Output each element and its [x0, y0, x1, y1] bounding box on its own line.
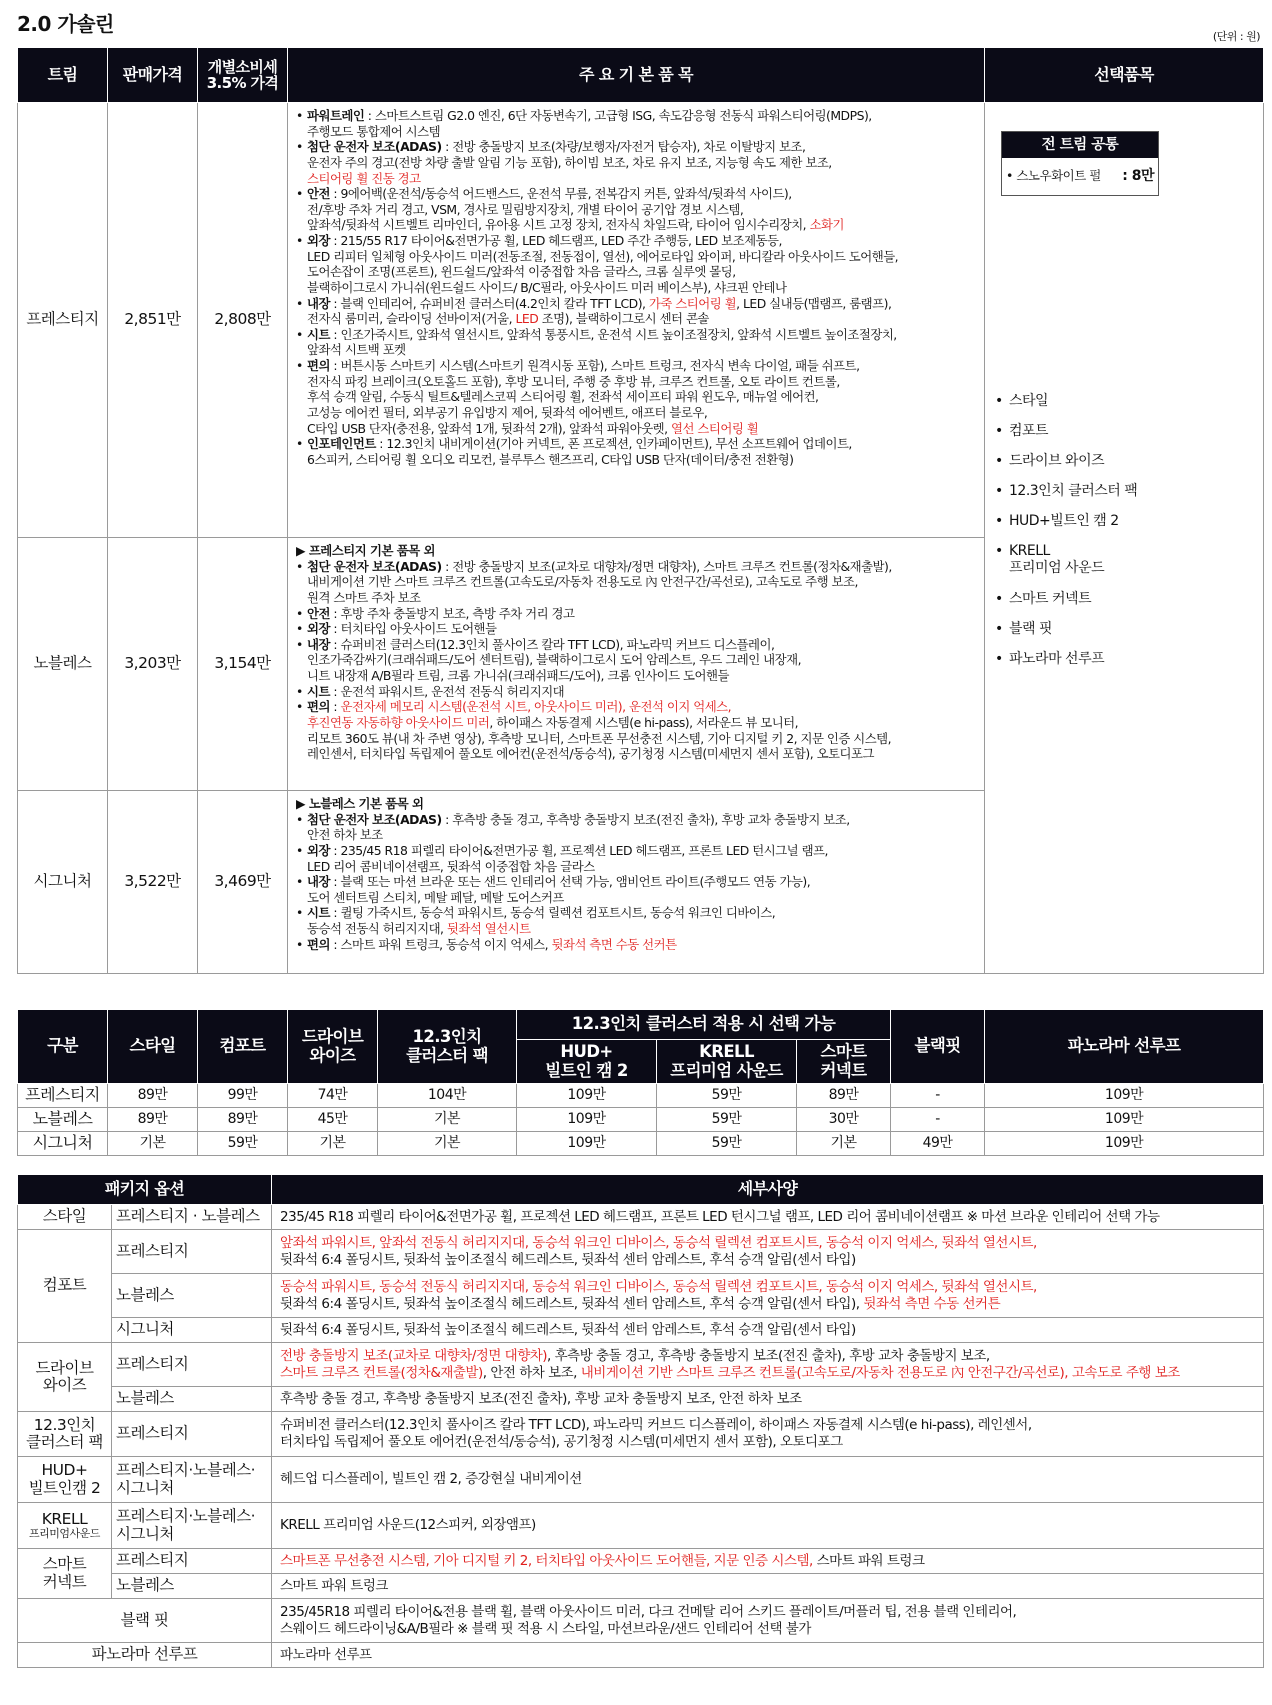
feature-text: LED 리어 콤비네이션램프, 뒷좌석 이중접합 차음 글라스: [307, 858, 595, 874]
header-tax-price-line1: 개별소비세: [207, 57, 278, 76]
pkg-black-fit-name: 블랙 핏: [18, 1599, 272, 1643]
feature-item-body: [307, 621, 496, 637]
feature-item-body: [307, 139, 832, 186]
price-cell: 109만: [985, 1108, 1264, 1132]
price-cell: 89만: [198, 1108, 288, 1132]
feature-item: [296, 233, 976, 296]
feature-text: 후석 승객 알림, 수동식 틸트&텔레스코픽 스티어링 휠, 전좌석 세이프티 파워 윈도우, 매뉴얼 에어컨,: [307, 389, 819, 405]
pkg-comfort-noblesse-red2: 뒷좌석 측면 수동 선커튼: [863, 1295, 1001, 1312]
price-cell: -: [891, 1084, 985, 1108]
feature-item: [296, 436, 976, 467]
pkg-krell-name-main: KRELL: [41, 1509, 88, 1528]
bullet-icon: •: [296, 186, 303, 202]
package-option-table: [17, 1174, 1264, 1668]
features-noblesse: [288, 538, 985, 791]
pkg-sunroof-detail: 파노라마 선루프: [272, 1643, 1264, 1668]
price-cell: 30만: [797, 1108, 891, 1132]
price-cell: 109만: [517, 1108, 657, 1132]
pkg-comfort-signature-trim: 시그니처: [112, 1318, 272, 1343]
feature-item: [296, 621, 976, 637]
tax-price-signature: 3,469만: [198, 791, 288, 974]
price-cell: -: [891, 1108, 985, 1132]
feature-text: 원격 스마트 주차 보조: [307, 589, 421, 605]
option-name: 드라이브 와이즈: [1009, 453, 1105, 470]
pkg-sc-red: 스마트폰 무선충전 시스템, 기아 디지털 키 2, 터치타입 아웃사이드 도어핸들, 지문 인증 시스템,: [280, 1552, 813, 1569]
feature-text: : 인조가죽시트, 앞좌석 열선시트, 앞좌석 통풍시트, 운전석 시트 높이조절장치, 앞좌석 시트벨트 높이조절장치,: [329, 326, 897, 342]
feature-text: 도어손잡이 조명(프론트), 윈드쉴드/앞좌석 이중접합 차음 글라스, 크롬 실루엣 몰딩,: [307, 264, 736, 280]
feature-category-label: 편의: [307, 936, 330, 952]
feature-text: : 215/55 R17 타이어&전면가공 휠, LED 헤드램프, LED 주간 주행등, LED 보조제동등,: [329, 233, 782, 248]
feature-category-label: 인포테인먼트: [307, 436, 376, 452]
option-list-item: [995, 591, 1137, 608]
feature-text: 인조가죽감싸기(크래쉬패드/도어 센터트림), 블랙하이그로시 도어 암레스트, 우드 그레인 내장재,: [307, 652, 802, 668]
option-name: 스타일: [1009, 393, 1049, 409]
feature-text: : 후방 주차 충돌방지 보조, 측방 주차 거리 경고: [329, 605, 575, 621]
feature-category-label: 파워트레인: [307, 108, 365, 123]
feature-text: : 블랙 또는 마션 브라운 또는 샌드 인테리어 선택 가능, 앰비언트 라이트(주행모드 연동 가능),: [329, 874, 811, 890]
feature-text: 운전자 주의 경고(전방 차량 출발 알림 기능 포함), 하이빔 보조, 차로 유지 보조, 지능형 속도 제한 보조,: [307, 154, 832, 170]
pt-header-black-fit: 블랙핏: [891, 1010, 985, 1084]
feature-item-body: [307, 812, 850, 843]
feature-text: : 12.3인치 내비게이션(기아 커넥트, 폰 프로젝션, 인카페이먼트), 무선 소프트웨어 업데이트,: [375, 436, 852, 452]
feature-text: : 9에어백(운전석/동승석 어드밴스드, 운전석 무릎, 전복감지 커튼, 앞좌석/뒷좌석 사이드),: [329, 186, 792, 202]
feature-item: [296, 699, 976, 762]
pkg-style-detail: 235/45 R18 피렐리 타이어&전면가공 휠, 프로젝션 LED 헤드램프, 프론트 LED 턴시그널 램프, LED 리어 콤비네이션램프 ※ 마션 브라운 인테리어 선택 가능: [272, 1205, 1264, 1230]
features-signature: [288, 791, 985, 974]
feature-category-label: 안전: [307, 605, 330, 621]
pkg-krell-trim: 프레스티지·노블레스· 시그니처: [112, 1503, 272, 1549]
pkg-comfort-prestige-detail: [272, 1230, 1264, 1274]
feature-item-body: [307, 186, 844, 233]
feature-text: 레인센서, 터치타입 독립제어 풀오토 에어컨(운전석/동승석), 공기청정 시스템(미세먼지 센서 포함), 오토디포그: [307, 746, 874, 762]
feature-text: 6스피커, 스티어링 휠 오디오 리모컨, 블루투스 핸즈프리, C타입 USB 단자(데이터/충전 전환형): [307, 451, 794, 467]
feature-category-label: 첨단 운전자 보조(ADAS): [307, 811, 442, 827]
bullet-icon: •: [296, 683, 303, 699]
feature-text: 리모트 360도 뷰(내 차 주변 영상), 후측방 모니터, 스마트폰 무선충전 시스템, 기아 디지털 키 2, 지문 인증 시스템,: [307, 730, 892, 746]
feature-item: [296, 186, 976, 233]
feature-text: 주행모드 통합제어 시스템: [307, 123, 441, 139]
option-list-item: [995, 483, 1137, 500]
bullet-icon: •: [296, 905, 303, 921]
bullet-icon: •: [296, 233, 303, 248]
pkg-comfort-noblesse-trim: 노블레스: [112, 1274, 272, 1318]
feature-text: 전/후방 주차 거리 경고, VSM, 경사로 밀림방지장치, 개별 타이어 공기압 경보 시스템,: [307, 201, 744, 217]
feature-text: 도어 센터트림 스티치, 메탈 페달, 메탈 도어스커프: [307, 889, 564, 905]
feature-item: [296, 812, 976, 843]
highlight-text: 스티어링 휠 진동 경고: [307, 170, 421, 186]
pkg-smart-connect-noblesse-detail: 스마트 파워 트렁크: [272, 1574, 1264, 1599]
price-cell: 45만: [288, 1108, 378, 1132]
feature-category-label: 시트: [307, 326, 330, 342]
pkg-comfort-noblesse-rest: 뒷좌석 6:4 폴딩시트, 뒷좌석 높이조절식 헤드레스트, 뒷좌석 센터 암레스트, 후석 승객 알림(센서 타입),: [280, 1295, 864, 1312]
option-list-item: [995, 543, 1137, 577]
bullet-icon: •: [296, 558, 303, 574]
pkg-drive-wise-prestige-detail: [272, 1343, 1264, 1387]
pkg-dw-mid2: , 안전 하차 보조,: [482, 1364, 581, 1381]
price-cell: 109만: [985, 1132, 1264, 1156]
price-cell: 89만: [108, 1108, 198, 1132]
price-row-trim: 프레스티지: [18, 1084, 108, 1108]
feature-text: 조명), 블랙하이그로시 센터 콘솔: [538, 311, 709, 327]
feature-category-label: 내장: [307, 874, 330, 890]
pkg-hud-trim: 프레스티지·노블레스· 시그니처: [112, 1457, 272, 1503]
bullet-icon: •: [995, 423, 1003, 440]
pt-header-comfort: 컴포트: [198, 1010, 288, 1084]
option-list-item: [995, 621, 1137, 638]
feature-text: : 터치타입 아웃사이드 도어핸들: [329, 621, 497, 637]
price-row: [18, 1108, 1264, 1132]
feature-text: C타입 USB 단자(충전용, 앞좌석 1개, 뒷좌석 2개), 앞좌석 파워아웃렛,: [307, 420, 672, 436]
price-row-trim: 시그니처: [18, 1132, 108, 1156]
feature-item-body: [307, 684, 564, 700]
feature-category-label: 외장: [307, 233, 330, 248]
pkg-comfort-prestige-red: 앞좌석 파워시트, 앞좌석 전동식 허리지지대, 동승석 워크인 디바이스, 동승석 릴렉션 컴포트시트, 동승석 이지 억세스, 뒷좌석 열선시트,: [280, 1234, 1037, 1251]
pkg-comfort-noblesse-detail: [272, 1274, 1264, 1318]
tax-price-noblesse: 3,154만: [198, 538, 288, 791]
bullet-icon: •: [995, 453, 1003, 470]
common-box-title: 전 트림 공통: [1002, 132, 1158, 159]
pkg-dw-red3: 내비게이션 기반 스마트 크루즈 컨트롤(고속도로/자동차 전용도로 內 안전구간/곡선로), 고속도로 주행 보조: [580, 1364, 1180, 1381]
bullet-icon: •: [296, 811, 303, 827]
feature-item-body: [307, 905, 775, 936]
pkg-dw-mid1: , 후측방 충돌 경고, 후측방 충돌방지 보조(전진 출차), 후방 교차 충돌방지 보조,: [547, 1347, 990, 1364]
pkg-comfort-prestige-rest: 뒷좌석 6:4 폴딩시트, 뒷좌석 높이조절식 헤드레스트, 뒷좌석 센터 암레스트, 후석 승객 알림(센서 타입): [280, 1251, 856, 1268]
bullet-icon: •: [296, 605, 303, 621]
bullet-icon: •: [296, 936, 303, 952]
option-name: 컴포트: [1009, 423, 1049, 440]
common-options-box: [1001, 131, 1159, 196]
price-signature: 3,522만: [108, 791, 198, 974]
feature-text: : 스마트 파워 트렁크, 동승석 이지 억세스,: [329, 936, 552, 952]
feature-text: : 전방 충돌방지 보조(차량/보행자/자전거 탑승자), 차로 이탈방지 보조,: [441, 139, 806, 155]
feature-item-body: [307, 108, 872, 139]
pkg-hud-detail: 헤드업 디스플레이, 빌트인 캠 2, 증강현실 내비게이션: [272, 1457, 1264, 1503]
pkg-sunroof-name: 파노라마 선루프: [18, 1643, 272, 1668]
price-cell: 109만: [517, 1084, 657, 1108]
pt-header-smart-connect: 스마트 커넥트: [797, 1040, 891, 1084]
pkg-cluster-detail: 슈퍼비전 클러스터(12.3인치 풀사이즈 칼라 TFT LCD), 파노라믹 커브드 디스플레이, 하이패스 자동결제 시스템(e hi-pass), 레인센서, 터치타입 독립제어 풀오토 에어컨(운전석/동승석), 공기청정 시스템(미세먼지 센서 포함), 오토디포그: [272, 1412, 1264, 1457]
common-box-row: [1002, 159, 1158, 195]
option-list-item: [995, 423, 1137, 440]
feature-group-heading: ▶ 프레스티지 기본 품목 외: [296, 543, 435, 558]
price-cell: 104만: [378, 1084, 517, 1108]
feature-category-label: 편의: [307, 358, 330, 373]
pt-header-category: 구분: [18, 1010, 108, 1084]
feature-category-label: 첨단 운전자 보조(ADAS): [307, 558, 442, 574]
feature-category-label: 시트: [307, 683, 330, 699]
feature-text: 안전 하차 보조: [307, 827, 383, 843]
pkg-drive-wise-noblesse-detail: 후측방 충돌 경고, 후측방 충돌방지 보조(전진 출차), 후방 교차 충돌방지 보조, 안전 하차 보조: [272, 1387, 1264, 1412]
feature-text: 니트 내장재 A/B필라 트림, 크롬 가니쉬(크래쉬패드/도어), 크롬 인사이드 도어핸들: [307, 668, 729, 683]
feature-text: :: [329, 699, 341, 715]
feature-text: : 235/45 R18 피렐리 타이어&전면가공 휠, 프로젝션 LED 헤드램프, 프론트 LED 턴시그널 램프,: [329, 842, 828, 858]
feature-text: 앞좌석 시트백 포켓: [307, 342, 406, 358]
pkg-style-name: 스타일: [18, 1205, 112, 1230]
trim-noblesse: 노블레스: [18, 538, 108, 791]
pkg-cluster-trim: 프레스티지: [112, 1412, 272, 1457]
price-cell: 59만: [657, 1108, 797, 1132]
feature-item: [296, 108, 976, 139]
feature-category-label: 외장: [307, 842, 330, 858]
price-prestige: 2,851만: [108, 103, 198, 538]
feature-text: 앞좌석/뒷좌석 시트벨트 리마인더, 유아용 시트 고정 장치, 전자식 차일드락, 타이어 임시수리장치,: [307, 217, 810, 233]
common-box-price: : 8만: [1122, 168, 1154, 185]
pkg-drive-wise-noblesse-trim: 노블레스: [112, 1387, 272, 1412]
highlight-text: LED: [515, 311, 539, 327]
option-name: 블랙 핏: [1009, 620, 1053, 637]
bullet-icon: •: [995, 620, 1003, 637]
price-cell: 89만: [108, 1084, 198, 1108]
feature-item: [296, 637, 976, 684]
pkg-drive-wise-name: 드라이브 와이즈: [18, 1343, 112, 1412]
pkg-cluster-name: 12.3인치 클러스터 팩: [18, 1412, 112, 1457]
feature-item-body: [307, 233, 898, 296]
feature-text: 동승석 전동식 허리지지대,: [307, 921, 447, 936]
feature-text: : 전방 충돌방지 보조(교차로 대향차/정면 대향차), 스마트 크루즈 컨트롤(정차&재출발),: [441, 558, 892, 574]
pkg-smart-connect-noblesse-trim: 노블레스: [112, 1574, 272, 1599]
feature-item-body: [307, 637, 801, 684]
feature-item-body: [307, 358, 860, 436]
feature-item-body: [307, 436, 852, 467]
price-cell: 기본: [378, 1108, 517, 1132]
feature-category-label: 내장: [307, 636, 330, 652]
feature-text: 전자식 룸미러, 슬라이딩 선바이저(거울,: [307, 311, 516, 327]
price-cell: 109만: [517, 1132, 657, 1156]
pkg-dw-red1: 전방 충돌방지 보조(교차로 대향차/정면 대향차): [280, 1347, 548, 1364]
trim-feature-table: [17, 47, 1264, 974]
price-cell: 기본: [378, 1132, 517, 1156]
pkg-header-package: 패키지 옵션: [18, 1175, 272, 1205]
price-noblesse: 3,203만: [108, 538, 198, 791]
feature-text: : 슈퍼비전 클러스터(12.3인치 풀사이즈 칼라 TFT LCD), 파노라믹 커브드 디스플레이,: [329, 636, 775, 652]
header-features: 주 요 기 본 품 목: [288, 48, 985, 103]
bullet-icon: •: [296, 874, 303, 890]
bullet-icon: •: [296, 842, 303, 858]
features-prestige: [288, 103, 985, 538]
bullet-icon: •: [296, 326, 303, 342]
pt-header-drive-wise: 드라이브 와이즈: [288, 1010, 378, 1084]
options-column: [985, 103, 1264, 974]
highlight-text: 열선 스티어링 휠: [671, 420, 759, 436]
bullet-icon: •: [995, 513, 1003, 530]
feature-item: [296, 296, 976, 327]
feature-text: : 스마트스트림 G2.0 엔진, 6단 자동변속기, 고급형 ISG, 속도감응형 전동식 파워스티어링(MDPS),: [364, 108, 872, 123]
bullet-icon: •: [296, 358, 303, 373]
trim-signature: 시그니처: [18, 791, 108, 974]
feature-text: : 퀼팅 가죽시트, 동승석 파워시트, 동승석 릴렉션 컴포트시트, 동승석 워크인 디바이스,: [329, 905, 776, 921]
common-box-item: • 스노우화이트 펄: [1006, 168, 1101, 184]
bullet-icon: •: [296, 295, 303, 311]
pkg-smart-connect-prestige-trim: 프레스티지: [112, 1549, 272, 1574]
bullet-icon: •: [995, 393, 1003, 409]
pkg-header-detail: 세부사양: [272, 1175, 1264, 1205]
feature-text: , LED 실내등(맵램프, 룸램프),: [736, 295, 892, 311]
feature-item: [296, 358, 976, 436]
highlight-text: 소화기: [809, 217, 844, 233]
price-cell: 59만: [198, 1132, 288, 1156]
bullet-icon: •: [296, 139, 303, 155]
pkg-dw-red2: 스마트 크루즈 컨트롤(정차&재출발): [280, 1364, 483, 1381]
pkg-smart-connect-name: 스마트 커넥트: [18, 1549, 112, 1599]
feature-item-body: [307, 606, 574, 622]
highlight-text: 뒷좌석 측면 수동 선커튼: [551, 936, 677, 952]
header-tax-price-line2: 3.5% 가격: [206, 74, 279, 92]
feature-item: [296, 937, 976, 953]
pkg-comfort-signature-detail: 뒷좌석 6:4 폴딩시트, 뒷좌석 높이조절식 헤드레스트, 뒷좌석 센터 암레스트, 후석 승객 알림(센서 타입): [272, 1318, 1264, 1343]
bullet-icon: •: [995, 590, 1003, 607]
price-cell: 99만: [198, 1084, 288, 1108]
pt-header-krell: KRELL 프리미엄 사운드: [657, 1040, 797, 1084]
pt-header-group: 12.3인치 클러스터 적용 시 선택 가능: [517, 1010, 891, 1040]
feature-item: [296, 327, 976, 358]
feature-text: LED 리피터 일체형 아웃사이드 미러(전동조절, 전동접이, 열선), 에어로타입 와이퍼, 바디칼라 아웃사이드 도어핸들,: [307, 248, 899, 264]
option-price-table: [17, 1009, 1264, 1156]
price-cell: 기본: [108, 1132, 198, 1156]
price-row: [18, 1132, 1264, 1156]
highlight-text: 후진연동 자동하향 아웃사이드 미러: [307, 714, 490, 730]
feature-item: [296, 606, 976, 622]
bullet-icon: •: [995, 483, 1003, 500]
tax-price-prestige: 2,808만: [198, 103, 288, 538]
bullet-icon: •: [296, 436, 303, 452]
feature-item-body: [307, 327, 897, 358]
unit-note: (단위 : 원): [1212, 30, 1260, 43]
feature-text: , 하이패스 자동결제 시스템(e hi-pass), 서라운드 뷰 모니터,: [489, 714, 799, 730]
option-list-item: [995, 513, 1137, 530]
highlight-text: 뒷좌석 열선시트: [446, 921, 531, 936]
feature-item: [296, 843, 976, 874]
feature-item-body: [307, 937, 677, 953]
bullet-icon: •: [995, 543, 1003, 560]
pkg-comfort-noblesse-red: 동승석 파워시트, 동승석 전동식 허리지지대, 동승석 워크인 디바이스, 동승석 릴렉션 컴포트시트, 동승석 이지 억세스, 뒷좌석 열선시트,: [280, 1278, 1037, 1295]
price-cell: 기본: [288, 1132, 378, 1156]
feature-category-label: 시트: [307, 905, 330, 921]
price-row-trim: 노블레스: [18, 1108, 108, 1132]
option-name: 스마트 커넥트: [1009, 590, 1092, 607]
bullet-icon: •: [296, 621, 303, 637]
pt-header-cluster-pack: 12.3인치 클러스터 팩: [378, 1010, 517, 1084]
bullet-icon: •: [296, 636, 303, 652]
header-price: 판매가격: [108, 48, 198, 103]
feature-category-label: 편의: [307, 699, 330, 715]
feature-category-label: 첨단 운전자 보조(ADAS): [307, 139, 442, 155]
pkg-style-trim: 프레스티지 · 노블레스: [112, 1205, 272, 1230]
feature-item-body: [307, 559, 892, 606]
feature-category-label: 외장: [307, 621, 330, 637]
price-cell: 59만: [657, 1084, 797, 1108]
highlight-text: 운전자세 메모리 시스템(운전석 시트, 아웃사이드 미러), 운전석 이지 억세스,: [340, 699, 732, 715]
feature-item: [296, 905, 976, 936]
option-list-item: [995, 453, 1137, 470]
pkg-krell-detail: KRELL 프리미엄 사운드(12스피커, 외장앰프): [272, 1503, 1264, 1549]
bullet-icon: •: [296, 699, 303, 715]
feature-text: : 블랙 인테리어, 슈퍼비전 클러스터(4.2인치 칼라 TFT LCD),: [329, 295, 649, 311]
price-cell: 74만: [288, 1084, 378, 1108]
price-cell: 89만: [797, 1084, 891, 1108]
feature-item-body: [307, 874, 810, 905]
pt-header-hud: HUD+ 빌트인 캠 2: [517, 1040, 657, 1084]
bullet-icon: •: [995, 650, 1003, 667]
price-cell: 기본: [797, 1132, 891, 1156]
feature-item: [296, 139, 976, 186]
feature-text: : 버튼시동 스마트키 시스템(스마트키 원격시동 포함), 스마트 트렁크, 전자식 변속 다이얼, 패들 쉬프트,: [329, 358, 860, 373]
feature-text: 고성능 에어컨 필터, 외부공기 유입방지 제어, 뒷좌석 에어벤트, 애프터 블로우,: [307, 404, 708, 420]
bullet-icon: •: [296, 108, 303, 123]
price-row: [18, 1084, 1264, 1108]
feature-item: [296, 684, 976, 700]
feature-item: [296, 559, 976, 606]
pkg-krell-name: [18, 1503, 112, 1549]
price-cell: 49만: [891, 1132, 985, 1156]
option-name: 12.3인치 클러스터 팩: [1009, 483, 1138, 500]
pt-header-sunroof: 파노라마 선루프: [985, 1010, 1264, 1084]
highlight-text: 가죽 스티어링 휠: [648, 295, 737, 311]
feature-item-body: [307, 296, 891, 327]
option-list-item: [995, 651, 1137, 668]
pkg-krell-name-sub: 프리미엄사운드: [29, 1527, 100, 1541]
pkg-black-fit-detail: 235/45R18 피렐리 타이어&전용 블랙 휠, 블랙 아웃사이드 미러, 다크 건메탈 리어 스키드 플레이트/머플러 팁, 전용 블랙 인테리어, 스웨이드 헤드라이닝&A/B필라 ※ 블랙 핏 적용 시 스타일, 마션브라운/샌드 인테리어 선택 불가: [272, 1599, 1264, 1643]
option-name: HUD+빌트인 캠 2: [1009, 513, 1119, 530]
page-title: 2.0 가솔린: [17, 12, 114, 36]
pkg-hud-name: HUD+ 빌트인캠 2: [18, 1457, 112, 1503]
option-name: KRELL 프리미엄 사운드: [1009, 543, 1105, 577]
feature-text: 블랙하이그로시 가니쉬(윈드쉴드 사이드/ B/C필라, 아웃사이드 미러 베이스부), 샤크핀 안테나: [307, 279, 787, 295]
feature-item-body: [307, 843, 828, 874]
feature-text: : 후측방 충돌 경고, 후측방 충돌방지 보조(전진 출차), 후방 교차 충돌방지 보조,: [441, 811, 850, 827]
header-options: 선택품목: [985, 48, 1264, 103]
option-list-item: [995, 393, 1137, 410]
feature-group-heading: ▶ 노블레스 기본 품목 외: [296, 796, 424, 811]
feature-item: [296, 874, 976, 905]
pkg-drive-wise-prestige-trim: 프레스티지: [112, 1343, 272, 1387]
feature-category-label: 안전: [307, 186, 330, 202]
header-trim: 트림: [18, 48, 108, 103]
feature-text: 내비게이션 기반 스마트 크루즈 컨트롤(고속도로/자동차 전용도로 內 안전구간/곡선로), 고속도로 주행 보조,: [307, 574, 858, 590]
feature-text: 전자식 파킹 브레이크(오토홀드 포함), 후방 모니터, 주행 중 후방 뷰, 크루즈 컨트롤, 오토 라이트 컨트롤,: [307, 373, 840, 389]
feature-text: : 운전석 파워시트, 운전석 전동식 허리지지대: [329, 683, 565, 699]
pkg-sc-rest: 스마트 파워 트렁크: [812, 1552, 925, 1569]
feature-item-body: [307, 699, 891, 762]
feature-category-label: 내장: [307, 295, 330, 311]
trim-prestige: 프레스티지: [18, 103, 108, 538]
price-cell: 109만: [985, 1084, 1264, 1108]
pkg-comfort-name: 컴포트: [18, 1230, 112, 1343]
pkg-comfort-prestige-trim: 프레스티지: [112, 1230, 272, 1274]
header-tax-price: [198, 48, 288, 103]
price-cell: 59만: [657, 1132, 797, 1156]
pt-header-style: 스타일: [108, 1010, 198, 1084]
option-name: 파노라마 선루프: [1009, 650, 1105, 667]
option-list: [995, 393, 1137, 681]
pkg-smart-connect-prestige-detail: [272, 1549, 1264, 1574]
